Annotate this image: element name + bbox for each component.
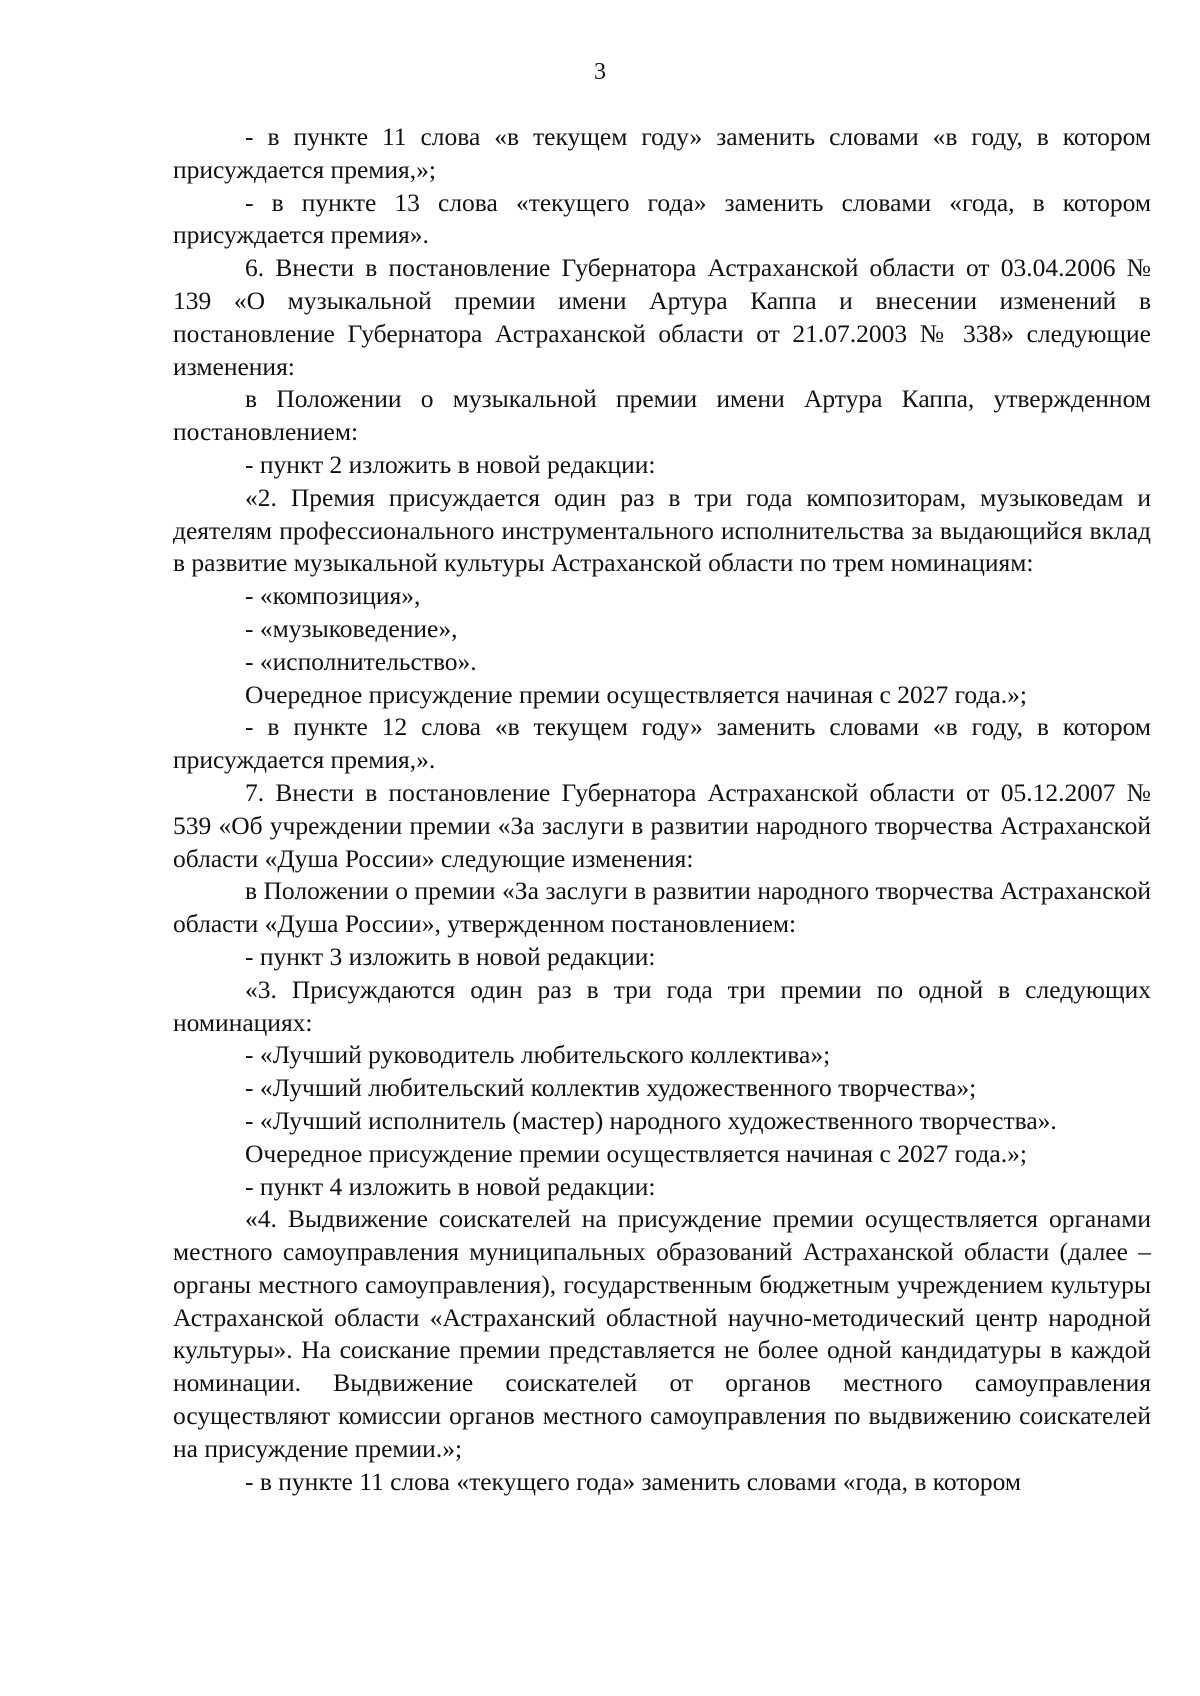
list-item: - «композиция»,: [245, 581, 421, 611]
paragraph: - в пункте 11 слова «в текущем году» заменить словами «в году, в котором присуждается премия,»;: [173, 122, 1151, 184]
paragraph: 6. Внести в постановление Губернатора Астраханской области от 03.04.2006 № 139 «О музыкальной премии имени Артура Каппа и внесении изменений в постановление Губернатора Астраханской области от 21.07.2003 № 338» следующие изменения:: [173, 253, 1151, 381]
paragraph: «3. Присуждаются один раз в три года три премии по одной в следующих номинациях:: [173, 974, 1151, 1037]
list-item: - «Лучший любительский коллектив художественного творчества»;: [245, 1073, 977, 1103]
paragraph: 7. Внести в постановление Губернатора Астраханской области от 05.12.2007 № 539 «Об учреждении премии «За заслуги в развитии народного творчества Астраханской области «Душа России» следующие изменения:: [173, 777, 1151, 873]
list-item: - «Лучший руководитель любительского коллектива»;: [245, 1040, 831, 1070]
list-item: - «музыковедение»,: [245, 613, 458, 643]
paragraph: - пункт 4 изложить в новой редакции:: [245, 1171, 656, 1201]
list-item: - «исполнительство».: [245, 646, 477, 676]
paragraph: - в пункте 11 слова «текущего года» заменить словами «года, в котором: [245, 1466, 1022, 1496]
paragraph: «4. Выдвижение соискателей на присуждение премии осуществляется органами местного самоуправления муниципальных образований Астраханской области (далее – органы местного самоуправления), государственным бюджетным учреждением культуры Астраханской области «Астраханский областной научно-методический центр народной культуры». На соискание премии представляется не более одной кандидатуры в каждой номинации. Выдвижение соискателей от органов местного самоуправления осуществляют комиссии органов местного самоуправления по выдвижению соискателей на присуждение премии.»;: [173, 1204, 1151, 1463]
paragraph: в Положении о премии «За заслуги в развитии народного творчества Астраханской области «Душа России», утвержденном постановлением:: [173, 876, 1151, 939]
document-body: [173, 121, 1151, 1498]
paragraph: в Положении о музыкальной премии имени Артура Каппа, утвержденном постановлением:: [173, 384, 1151, 447]
page-number: 3: [594, 59, 606, 85]
paragraph: Очередное присуждение премии осуществляется начиная с 2027 года.»;: [245, 1138, 1027, 1168]
paragraph: - в пункте 12 слова «в текущем году» заменить словами «в году, в котором присуждается премия,».: [173, 712, 1151, 775]
paragraph: - в пункте 13 слова «текущего года» заменить словами «года, в котором присуждается премия».: [173, 187, 1151, 250]
paragraph: «2. Премия присуждается один раз в три года композиторам, музыковедам и деятелям профессионального инструментального исполнительства за выдающийся вклад в развитие музыкальной культуры Астраханской области по трем номинациям:: [173, 482, 1151, 578]
paragraph: - пункт 3 изложить в новой редакции:: [245, 941, 656, 971]
list-item: - «Лучший исполнитель (мастер) народного художественного творчества».: [245, 1105, 1057, 1135]
paragraph: Очередное присуждение премии осуществляется начиная с 2027 года.»;: [245, 679, 1027, 709]
paragraph: - пункт 2 изложить в новой редакции:: [245, 449, 656, 479]
